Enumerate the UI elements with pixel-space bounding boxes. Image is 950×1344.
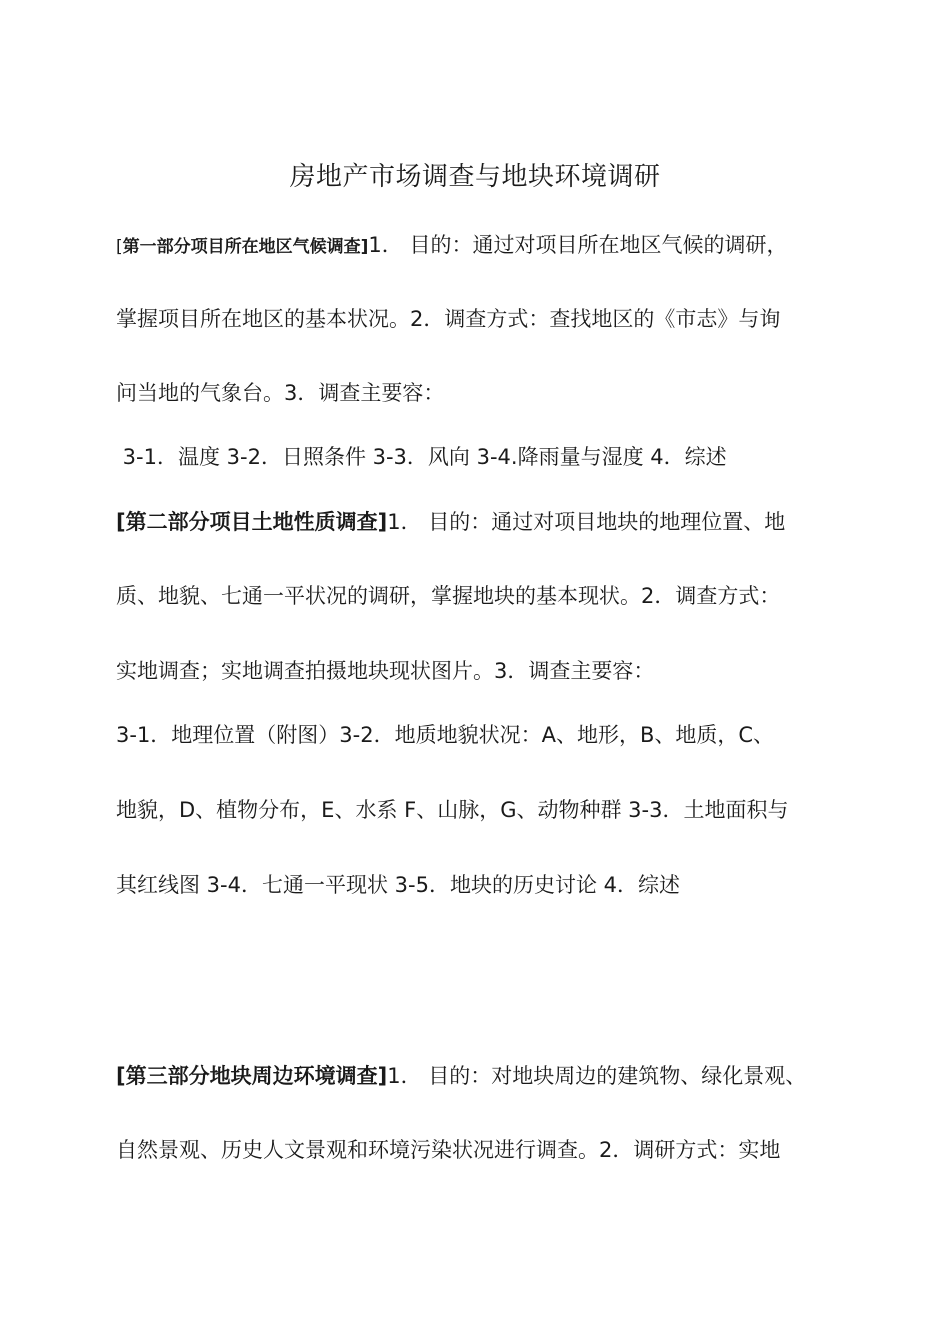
section3-heading: [第三部分地块周边环境调查] bbox=[116, 1064, 388, 1088]
section2-paragraph-line-1 bbox=[116, 507, 856, 537]
section1-line1-text: 1． 目的：通过对项目所在地区气候的调研， bbox=[368, 233, 788, 257]
document-title: 房地产市场调查与地块环境调研 bbox=[289, 162, 661, 192]
section3-paragraph-line-2: 自然景观、历史人文景观和环境污染状况进行调查。2．调研方式：实地 bbox=[116, 1138, 781, 1162]
section1-paragraph-line-1 bbox=[116, 230, 856, 262]
section1-paragraph-line-2: 掌握项目所在地区的基本状况。2．调查方式：查找地区的《市志》与询 bbox=[116, 307, 781, 331]
section2-line1-text: 1． 目的：通过对项目地块的地理位置、地 bbox=[387, 510, 786, 534]
section2-paragraph-line-4: 3-1．地理位置（附图）3-2．地质地貌状况：A、地形，B、地质，C、 bbox=[116, 723, 775, 747]
section1-bracket: [ bbox=[116, 237, 123, 257]
section2-paragraph-line-3: 实地调查；实地调查拍摄地块现状图片。3．调查主要容： bbox=[116, 659, 655, 683]
section2-paragraph-line-6: 其红线图 3-4．七通一平现状 3-5．地块的历史讨论 4．综述 bbox=[116, 873, 680, 897]
section1-paragraph-line-4: 3-1．温度 3-2．日照条件 3-3．风向 3-4.降雨量与湿度 4．综述 bbox=[116, 445, 727, 469]
section2-paragraph-line-2: 质、地貌、七通一平状况的调研，掌握地块的基本现状。2．调查方式： bbox=[116, 584, 781, 608]
section1-heading: 第一部分项目所在地区气候调查] bbox=[122, 237, 369, 257]
section3-line1-text: 1． 目的：对地块周边的建筑物、绿化景观、 bbox=[387, 1064, 807, 1088]
section2-paragraph-line-5: 地貌，D、植物分布，E、水系 F、山脉，G、动物种群 3-3．土地面积与 bbox=[116, 798, 789, 822]
section1-paragraph-line-3: 问当地的气象台。3．调查主要容： bbox=[116, 381, 445, 405]
section3-paragraph-line-1 bbox=[116, 1061, 856, 1091]
section2-heading: [第二部分项目土地性质调查] bbox=[116, 510, 388, 534]
